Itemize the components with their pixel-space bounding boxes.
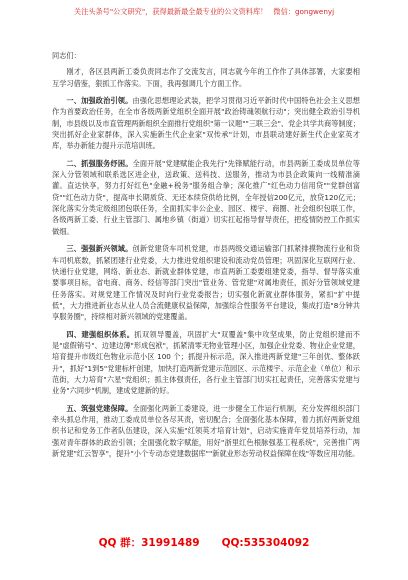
top-banner: [0, 6, 408, 17]
banner-wechat: 微信：gongwenyj: [273, 7, 335, 16]
section-paragraph-1: [52, 95, 360, 152]
section-body-2: 全面开展"党建赋能企我先行"先锋赋能行动，市县两新工委成员单位等深入分管领域和联系选区进企业，送政策、送科技、送服务，推动为市县企政策向一线精准滴灌。直达快享，努力打好红色"金融+税务"服务组合拳；深化推广"红色动力信用贷""党群创富贷""红色动力贷"，提高申长期质贷、无还本续贷供给比例，全年授信200亿元，放贷120亿元；深化落实分类定级组团包联任务，全面抓实非公企业、园区、楼宇、商圈、社会组织包联工作，各级两新工委、行业主管部门、属地乡镇（街道）切实扛起指导督导责任，把疫情防控工作抓实做细。: [52, 158, 360, 236]
section-heading-3: 三、强强新兴领域。: [66, 244, 133, 254]
section-heading-5: 五、筑强党建保障。: [66, 403, 133, 413]
section-paragraph-3: [52, 243, 360, 322]
section-paragraph-4: [52, 329, 360, 397]
section-heading-1: 一、加强政治引领。: [66, 96, 133, 106]
intro-paragraph: 刚才，各区县两新工委负责同志作了交流发言，同志就今年的工作作了具体部署，大家要相互学习借鉴，狠抓工作落实。下面，我再强调几个方面工作。: [52, 67, 360, 88]
section-body-4: 抓双领导覆盖，巩固扩大"双覆盖"集中攻坚成果，防止党组织建而不是"虚假销号"、边建边薄"形成包袱"，抓紧清零无物业管理小区，加强企业党委、物业企业党建，培育提升市级红色物业示范小区 100 个；抓提升标示范，深入推进两新党建"三年创优、整体跃升"，抓好"1到5"党建标杆创建，加快打造两新党建示范园区、示范楼宇、示范企业（单位）和示范街，大力培育"六星"党组织；抓主体强责任，各行业主管部门切实扛起责任，完善落实党建与业务"六同步"机制，建成党建新的好。: [52, 329, 360, 396]
section-body-5: 全面强化两新工委建设，进一步健全工作运行机制，充分发挥组织部门牵头抓总作用，推动工委成员单位各尽其责，密切配合；全面强化基本保障，着力抓好两新党组织书记和党务工作者队伍建设，深入实施"红领英才培育计划"，启动实施青年党员培养行动，加强对青年群体的政治引领；全面强化数字赋能，用好"浙里红色根脉强基工程系统"，完善推广两新党建"红云智享"，提升"小个专动态党建数据库""新就业形态劳动权益保障在线"等数应用功能。: [52, 403, 360, 458]
section-paragraph-2: [52, 158, 360, 237]
section-body-3: 创新党建货车司机党建，市县两级交通运输部门抓紧排摸物流行业和货车司机底数，抓紧团建行业党委，大力推进党组织建设和流动党员管理；巩固深化互联网行业、快递行业党建，网络、新业态、新就业群体党建，市直两新工委要组建党委，指导、督导落实重要事项目标，省电商、商务、经信等部门突出"管业务、管党建"对属地责任，抓好分管领域党建任务落实。对规党建工作情况及时向行业党委报告；切实强化新就业群体服务，紧扣"扩中提低"，大力推进新业态从业人员合流健康权益保障，加强综合性服务平台建设，集成打造"8分钟共享服务圈"，持续相对新兴领域的党建覆盖。: [52, 244, 360, 322]
section-body-1: 由强化思想理论武装，把学习贯彻习近平新时代中国特色社会主义思想作为首要政治任务，在全市各级两新党组织全面开展"政治铸魂领航行动"；突出健全政治引导机制，市县级以及市直管理两新组织全面推行党组织"第一议题""三联三会"、党企共学共商等制度；突出抓好企业家群体，深入实施新生代企业家"双传承"计划，市县联动建好新生代企业家英才库，举办新能力提升示范培训班。: [52, 96, 360, 151]
banner-text: 关注头条号"公文研究"，获得最新最全最专业的公文资料库！: [73, 7, 268, 16]
section-paragraph-5: [52, 403, 360, 460]
footer-contact: [0, 535, 408, 550]
section-heading-2: 二、抓强服务纾困。: [66, 158, 133, 168]
document-body: [52, 50, 360, 459]
footer-qq-group: QQ 群：31991489: [98, 537, 200, 549]
footer-qq: QQ:535304092: [221, 537, 310, 549]
salutation: 同志们：: [52, 51, 81, 60]
section-heading-4: 四、建强组织体系。: [66, 329, 135, 339]
